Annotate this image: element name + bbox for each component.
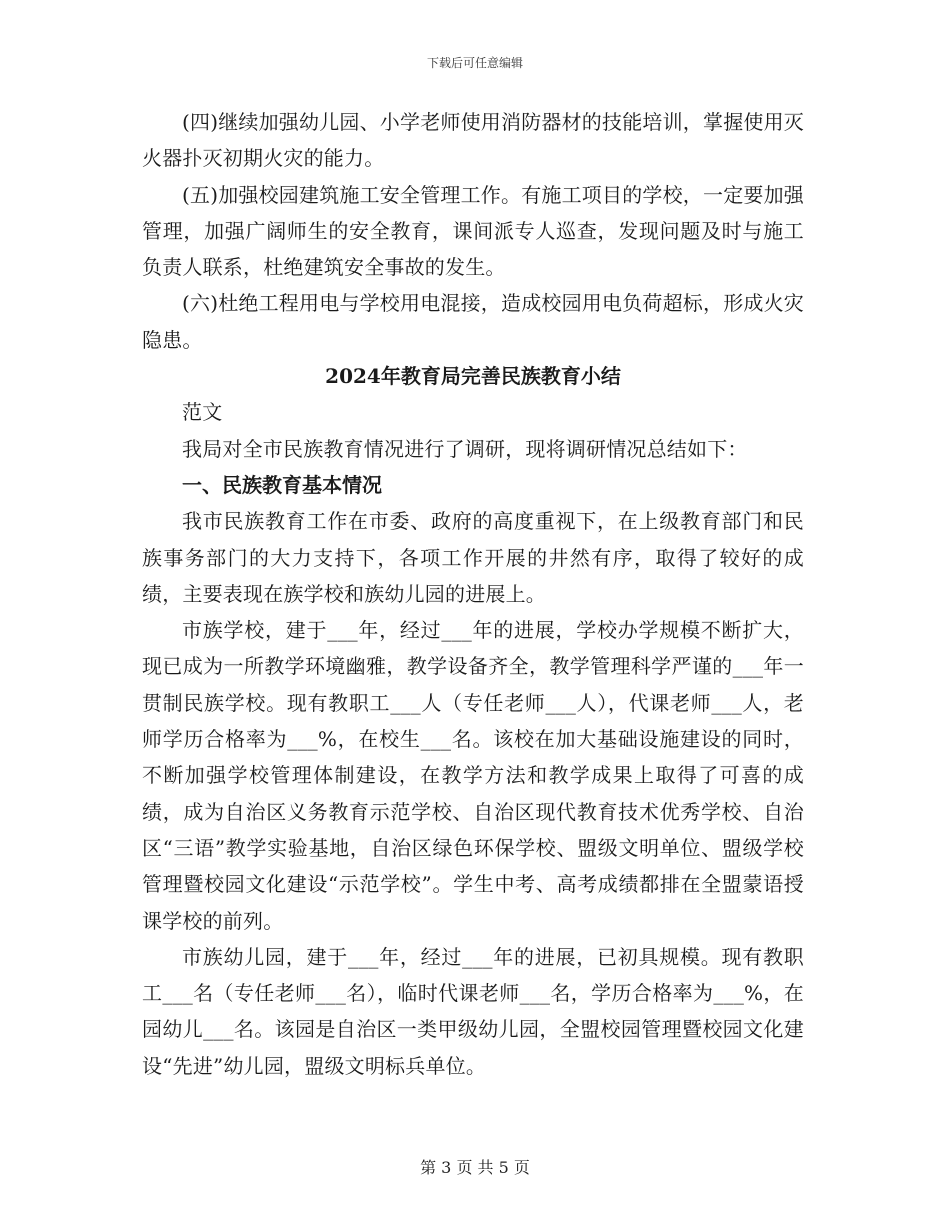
paragraph-item-4: (四)继续加强幼儿园、小学老师使用消防器材的技能培训，掌握使用灭火器扑灭初期火灾的能力。 (142, 110, 805, 171)
paragraph-item-6: (六)杜绝工程用电与学校用电混接，造成校园用电负荷超标，形成火灾隐患。 (142, 291, 805, 352)
section-1-paragraph-2: 市族学校，建于___年，经过___年的进展，学校办学规模不断扩大，现已成为一所教学环境幽雅，教学设备齐全，教学管理科学严谨的___年一贯制民族学校。现有教职工___人（专任老师___人），代课老师___人，老师学历合格率为___%，在校生___名。该校在加大基础设施建设的同时，不断加强学校管理体制建设，在教学方法和教学成果上取得了可喜的成绩，成为自治区义务教育示范学校、自治区现代教育技术优秀学校、自治区“三语”教学实验基地，自治区绿色环保学校、盟级文明单位、盟级学校管理暨校园文化建设“示范学校”。学生中考、高考成绩都排在全盟蒙语授课学校的前列。 (142, 618, 804, 933)
page-indicator: 第 3 页 共 5 页 (420, 1158, 530, 1177)
intro-paragraph: 我局对全市民族教育情况进行了调研，现将调研情况总结如下： (182, 436, 748, 461)
header-note: 下载后可任意编辑 (426, 56, 523, 70)
paragraph-item-5: (五)加强校园建筑施工安全管理工作。有施工项目的学校，一定要加强管理，加强广阔师生的安全教育，课间派专人巡查，发现问题及时与施工负责人联系，杜绝建筑安全事故的发生。 (142, 182, 805, 280)
section-1-paragraph-1: 我市民族教育工作在市委、政府的高度重视下，在上级教育部门和民族事务部门的大力支持下，各项工作开展的井然有序，取得了较好的成绩，主要表现在族学校和族幼儿园的进展上。 (142, 509, 804, 606)
document-title: 2024年教育局完善民族教育小结 (325, 364, 621, 389)
document-body (142, 104, 804, 1084)
fanwen-label: 范文 (182, 400, 223, 425)
section-heading-1: 一、民族教育基本情况 (182, 472, 382, 497)
section-1-paragraph-3: 市族幼儿园，建于___年，经过___年的进展，已初具规模。现有教职工___名（专任老师___名），临时代课老师___名，学历合格率为___%，在园幼儿___名。该园是自治区一类甲级幼儿园，全盟校园管理暨校园文化建设“先进”幼儿园，盟级文明标兵单位。 (142, 944, 804, 1078)
